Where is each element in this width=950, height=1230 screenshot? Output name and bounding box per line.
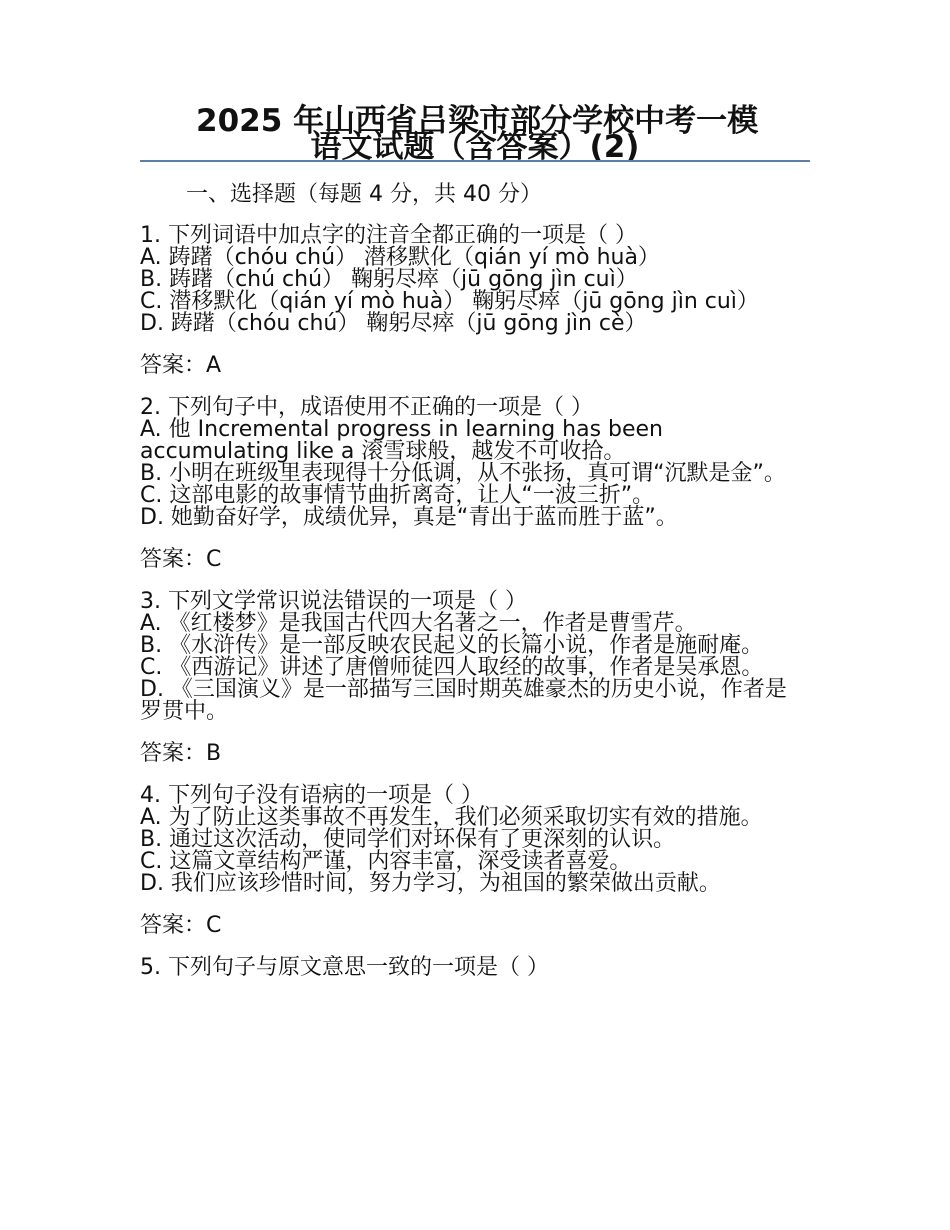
question-2 (140, 397, 800, 575)
question-option: A. 为了防止这类事故不再发生，我们必须采取切实有效的措施。 (140, 805, 763, 830)
section-heading: 一、选择题（每题 4 分，共 40 分） (186, 182, 542, 207)
question-option: A. 踌躇（chóu chú） 潜移默化（qián yí mò huà） (140, 245, 660, 270)
question-option: B. 小明在班级里表现得十分低调，从不张扬，真可谓“沉默是金”。 (140, 461, 786, 486)
question-stem: 2. 下列句子中，成语使用不正确的一项是（ ） (140, 395, 593, 420)
question-4 (140, 785, 800, 941)
question-option: D. 她勤奋好学，成绩优异，真是“青出于蓝而胜于蓝”。 (140, 505, 678, 530)
question-5 (140, 957, 800, 979)
question-option: D. 踌躇（chóu chú） 鞠躬尽瘁（jū gōng jìn cè） (140, 311, 647, 336)
title-line-2: 语文试题（含答案）(2) (310, 129, 640, 165)
question-stem: 4. 下列句子没有语病的一项是（ ） (140, 783, 483, 808)
title-underline (140, 160, 810, 162)
document-title (140, 103, 810, 165)
question-option: B. 《水浒传》是一部反映农民起义的长篇小说，作者是施耐庵。 (140, 633, 764, 658)
question-option: B. 通过这次活动，使同学们对环保有了更深刻的认识。 (140, 827, 676, 852)
question-answer: 答案：B (140, 741, 222, 766)
question-stem: 5. 下列句子与原文意思一致的一项是（ ） (140, 955, 549, 980)
question-stem: 1. 下列词语中加点字的注音全都正确的一项是（ ） (140, 223, 637, 248)
question-answer: 答案：C (140, 547, 222, 572)
question-answer: 答案：C (140, 913, 222, 938)
question-option: C. 《西游记》讲述了唐僧师徒四人取经的故事，作者是吴承恩。 (140, 655, 764, 680)
question-option: D. 我们应该珍惜时间，努力学习，为祖国的繁荣做出贡献。 (140, 871, 721, 896)
question-stem: 3. 下列文学常识说法错误的一项是（ ） (140, 589, 527, 614)
title-line-1: 2025 年山西省吕梁市部分学校中考一模 (196, 103, 759, 139)
question-option: A. 他 Incremental progress in learning has been accumulating like a 滚雪球般，越发不可收拾。 (140, 417, 664, 464)
question-3 (140, 591, 800, 769)
question-answer: 答案：A (140, 353, 222, 378)
question-option: C. 潜移默化（qián yí mò huà） 鞠躬尽瘁（jū gōng jìn cuì） (140, 289, 759, 314)
question-option: B. 踌躇（chú chú） 鞠躬尽瘁（jū gōng jìn cuì） (140, 267, 638, 292)
question-option: D. 《三国演义》是一部描写三国时期英雄豪杰的历史小说，作者是罗贯中。 (140, 677, 787, 724)
question-list (140, 225, 800, 979)
question-1 (140, 225, 800, 381)
question-option: C. 这部电影的故事情节曲折离奇，让人“一波三折”。 (140, 483, 655, 508)
question-option: A. 《红楼梦》是我国古代四大名著之一，作者是曹雪芹。 (140, 611, 697, 636)
question-option: C. 这篇文章结构严谨，内容丰富，深受读者喜爱。 (140, 849, 632, 874)
